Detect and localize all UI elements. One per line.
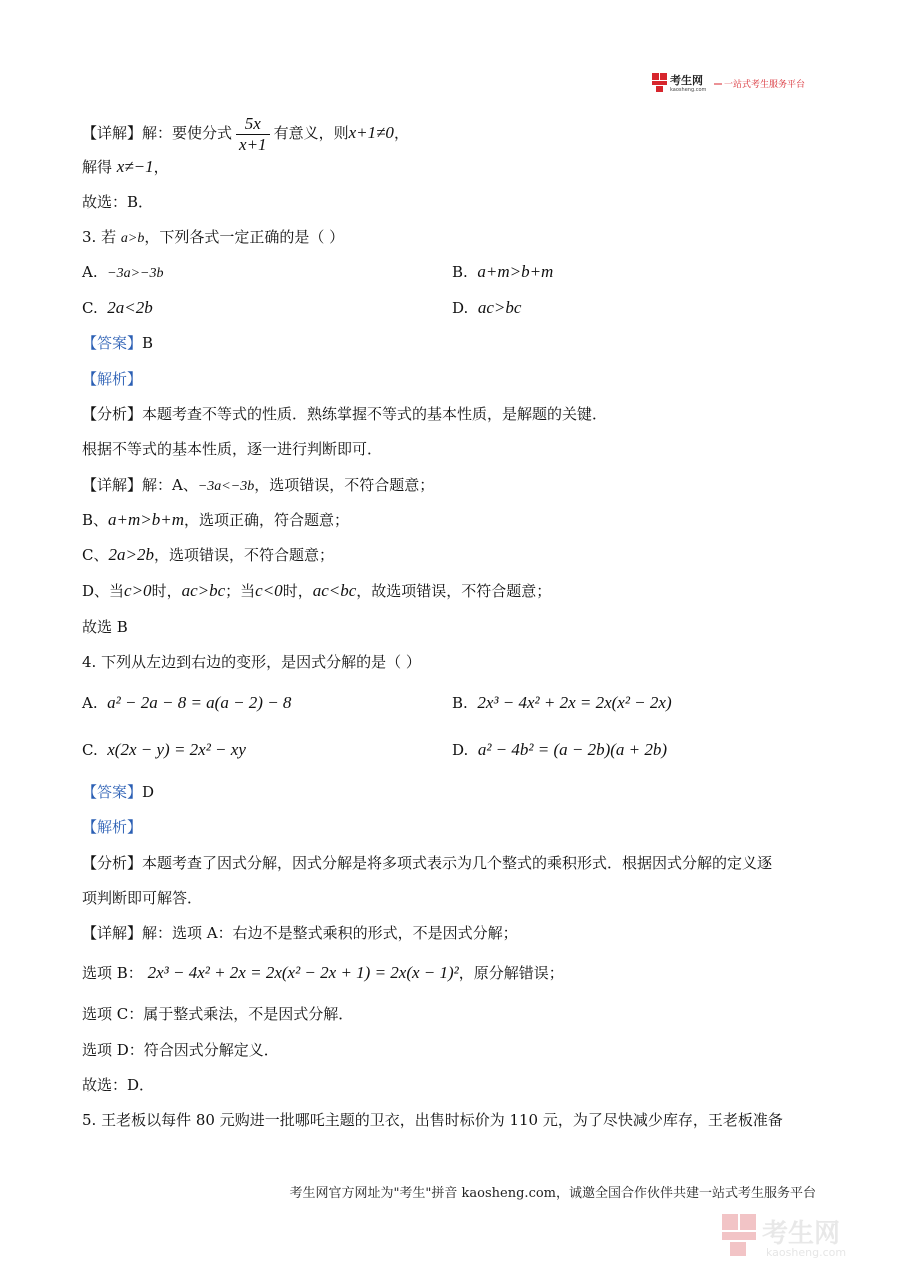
q3-detail-4	[82, 581, 551, 601]
text: ，	[393, 124, 409, 142]
text: ，原分解错误；	[458, 964, 564, 982]
q3-analysis-tag: 【解析】	[82, 370, 143, 388]
text: 3. 若	[82, 228, 117, 246]
q2-solve-line	[82, 157, 169, 177]
math-expression: c>0	[124, 581, 152, 600]
q4-stem: 4. 下列从左边到右边的变形，是因式分解的是（ ）	[82, 653, 421, 671]
text: 本题考查不等式的性质．熟练掌握不等式的基本性质，是解题的关键．	[142, 405, 608, 423]
math-expression: c<0	[255, 581, 283, 600]
watermark	[720, 1210, 880, 1260]
text: ，选项错误，不符合题意；	[254, 476, 435, 494]
math-expression: x+1≠0	[348, 123, 394, 142]
q4-option-c	[82, 740, 246, 760]
option-label: C.	[82, 741, 98, 759]
q4-detail-3: 选项 C：属于整式乘法，不是因式分解．	[82, 1005, 354, 1023]
math-expression: a² − 4b² = (a − 2b)(a + 2b)	[477, 740, 668, 759]
fraction-denominator: x+1	[239, 134, 267, 154]
text: 本题考查了因式分解，因式分解是将多项式表示为几个整式的乘积形式．根据因式分解的定义逐	[142, 854, 773, 872]
q3-choose: 故选 B	[82, 618, 128, 636]
text: 选项 B：	[82, 964, 143, 982]
q3-option-c	[82, 298, 153, 318]
text: ，	[153, 158, 169, 176]
text: 解得	[82, 158, 113, 176]
q3-detail-3	[82, 545, 334, 565]
q4-analysis-tag: 【解析】	[82, 818, 143, 836]
q3-answer	[82, 333, 153, 353]
option-label: D.	[452, 299, 469, 317]
svg-text:kaosheng.com: kaosheng.com	[670, 87, 707, 93]
math-expression: a² − 2a − 8 = a(a − 2) − 8	[107, 693, 292, 712]
q4-detail-4: 选项 D：符合因式分解定义．	[82, 1041, 279, 1059]
option-label: B.	[452, 263, 468, 281]
q4-answer	[82, 782, 154, 802]
option-label: A.	[82, 694, 98, 712]
header-logo	[652, 71, 822, 93]
q4-option-a	[82, 693, 291, 713]
math-expression: 2x³ − 4x² + 2x = 2x(x² − 2x)	[477, 693, 672, 712]
text: ，选项错误，不符合题意；	[153, 546, 334, 564]
math-expression: a+m>b+m	[108, 510, 184, 529]
q2-detail-line	[82, 112, 409, 154]
kaosheng-watermark-icon	[720, 1210, 880, 1260]
math-expression: x≠−1	[116, 157, 154, 176]
q4-choose: 故选：D．	[82, 1076, 155, 1094]
math-expression: ac>bc	[181, 581, 226, 600]
svg-text:一站式考生服务平台: 一站式考生服务平台	[724, 80, 806, 90]
q5-stem: 5. 王老板以每件 80 元购进一批哪吒主题的卫衣，出售时标价为 110 元，为了尽快减少库存，王老板准备	[82, 1111, 783, 1129]
q4-option-b	[452, 693, 672, 713]
text: 时，	[282, 582, 313, 600]
math-expression: −3a>−3b	[107, 266, 164, 281]
detail-tag: 【详解】	[82, 124, 143, 142]
fenxi-tag: 【分析】	[82, 854, 143, 872]
answer-value: B	[142, 334, 154, 352]
footer-text: 考生网官方网址为"考生"拼音 kaosheng.com，诚邀全国合作伙伴共建一站式考生服务平台	[289, 1186, 816, 1201]
answer-tag: 【答案】	[82, 334, 143, 352]
text: ，下列各式一定正确的是（ ）	[144, 228, 345, 246]
text: ；当	[225, 582, 256, 600]
option-label: D.	[452, 741, 469, 759]
q3-option-b	[452, 262, 553, 282]
q3-detail-1	[82, 475, 434, 497]
q4-detail-2	[82, 963, 564, 983]
q2-choose-line: 故选：B．	[82, 193, 154, 211]
text: 解：选项 A：右边不是整式乘积的形式，不是因式分解；	[142, 924, 518, 942]
q3-option-d	[452, 298, 521, 318]
q3-stem	[82, 227, 344, 249]
text: 有意义，则	[273, 124, 349, 142]
q4-detail-1	[82, 923, 518, 943]
math-expression: a+m>b+m	[477, 262, 554, 281]
q4-fenxi	[82, 853, 772, 873]
svg-text:考生网: 考生网	[670, 74, 703, 87]
text: 时，	[151, 582, 182, 600]
math-expression: a>b	[120, 231, 145, 246]
answer-value: D	[142, 783, 155, 801]
text: B、	[82, 511, 109, 529]
kaosheng-logo-icon	[652, 71, 822, 93]
text: ，选项正确，符合题意；	[184, 511, 350, 529]
q3-fenxi	[82, 404, 607, 424]
math-expression: ac<bc	[312, 581, 357, 600]
text: D、当	[82, 582, 125, 600]
text: 解：要使分式	[142, 124, 233, 142]
q3-detail-2	[82, 510, 349, 530]
text: 解：A、	[142, 476, 198, 494]
detail-tag: 【详解】	[82, 476, 143, 494]
fraction	[236, 114, 270, 155]
option-label: C.	[82, 299, 98, 317]
q3-fenxi2: 根据不等式的基本性质，逐一进行判断即可．	[82, 440, 383, 458]
text: C、	[82, 546, 109, 564]
math-expression: 2a<2b	[107, 298, 153, 317]
q4-option-d	[452, 740, 667, 760]
option-label: B.	[452, 694, 468, 712]
answer-tag: 【答案】	[82, 783, 143, 801]
math-expression: x(2x − y) = 2x² − xy	[107, 740, 246, 759]
svg-text:kaosheng.com: kaosheng.com	[766, 1246, 847, 1259]
q3-option-a	[82, 262, 164, 284]
fenxi-tag: 【分析】	[82, 405, 143, 423]
detail-tag: 【详解】	[82, 924, 143, 942]
math-expression: 2x³ − 4x² + 2x = 2x(x² − 2x + 1) = 2x(x − 1)²	[147, 963, 459, 982]
fraction-numerator: 5x	[236, 114, 270, 135]
math-expression: −3a<−3b	[197, 479, 255, 494]
q4-fenxi2: 项判断即可解答．	[82, 889, 203, 907]
math-expression: 2a>2b	[108, 545, 154, 564]
text: ，故选项错误，不符合题意；	[356, 582, 552, 600]
option-label: A.	[82, 263, 98, 281]
svg-text:考生网: 考生网	[762, 1219, 841, 1249]
math-expression: ac>bc	[477, 298, 522, 317]
